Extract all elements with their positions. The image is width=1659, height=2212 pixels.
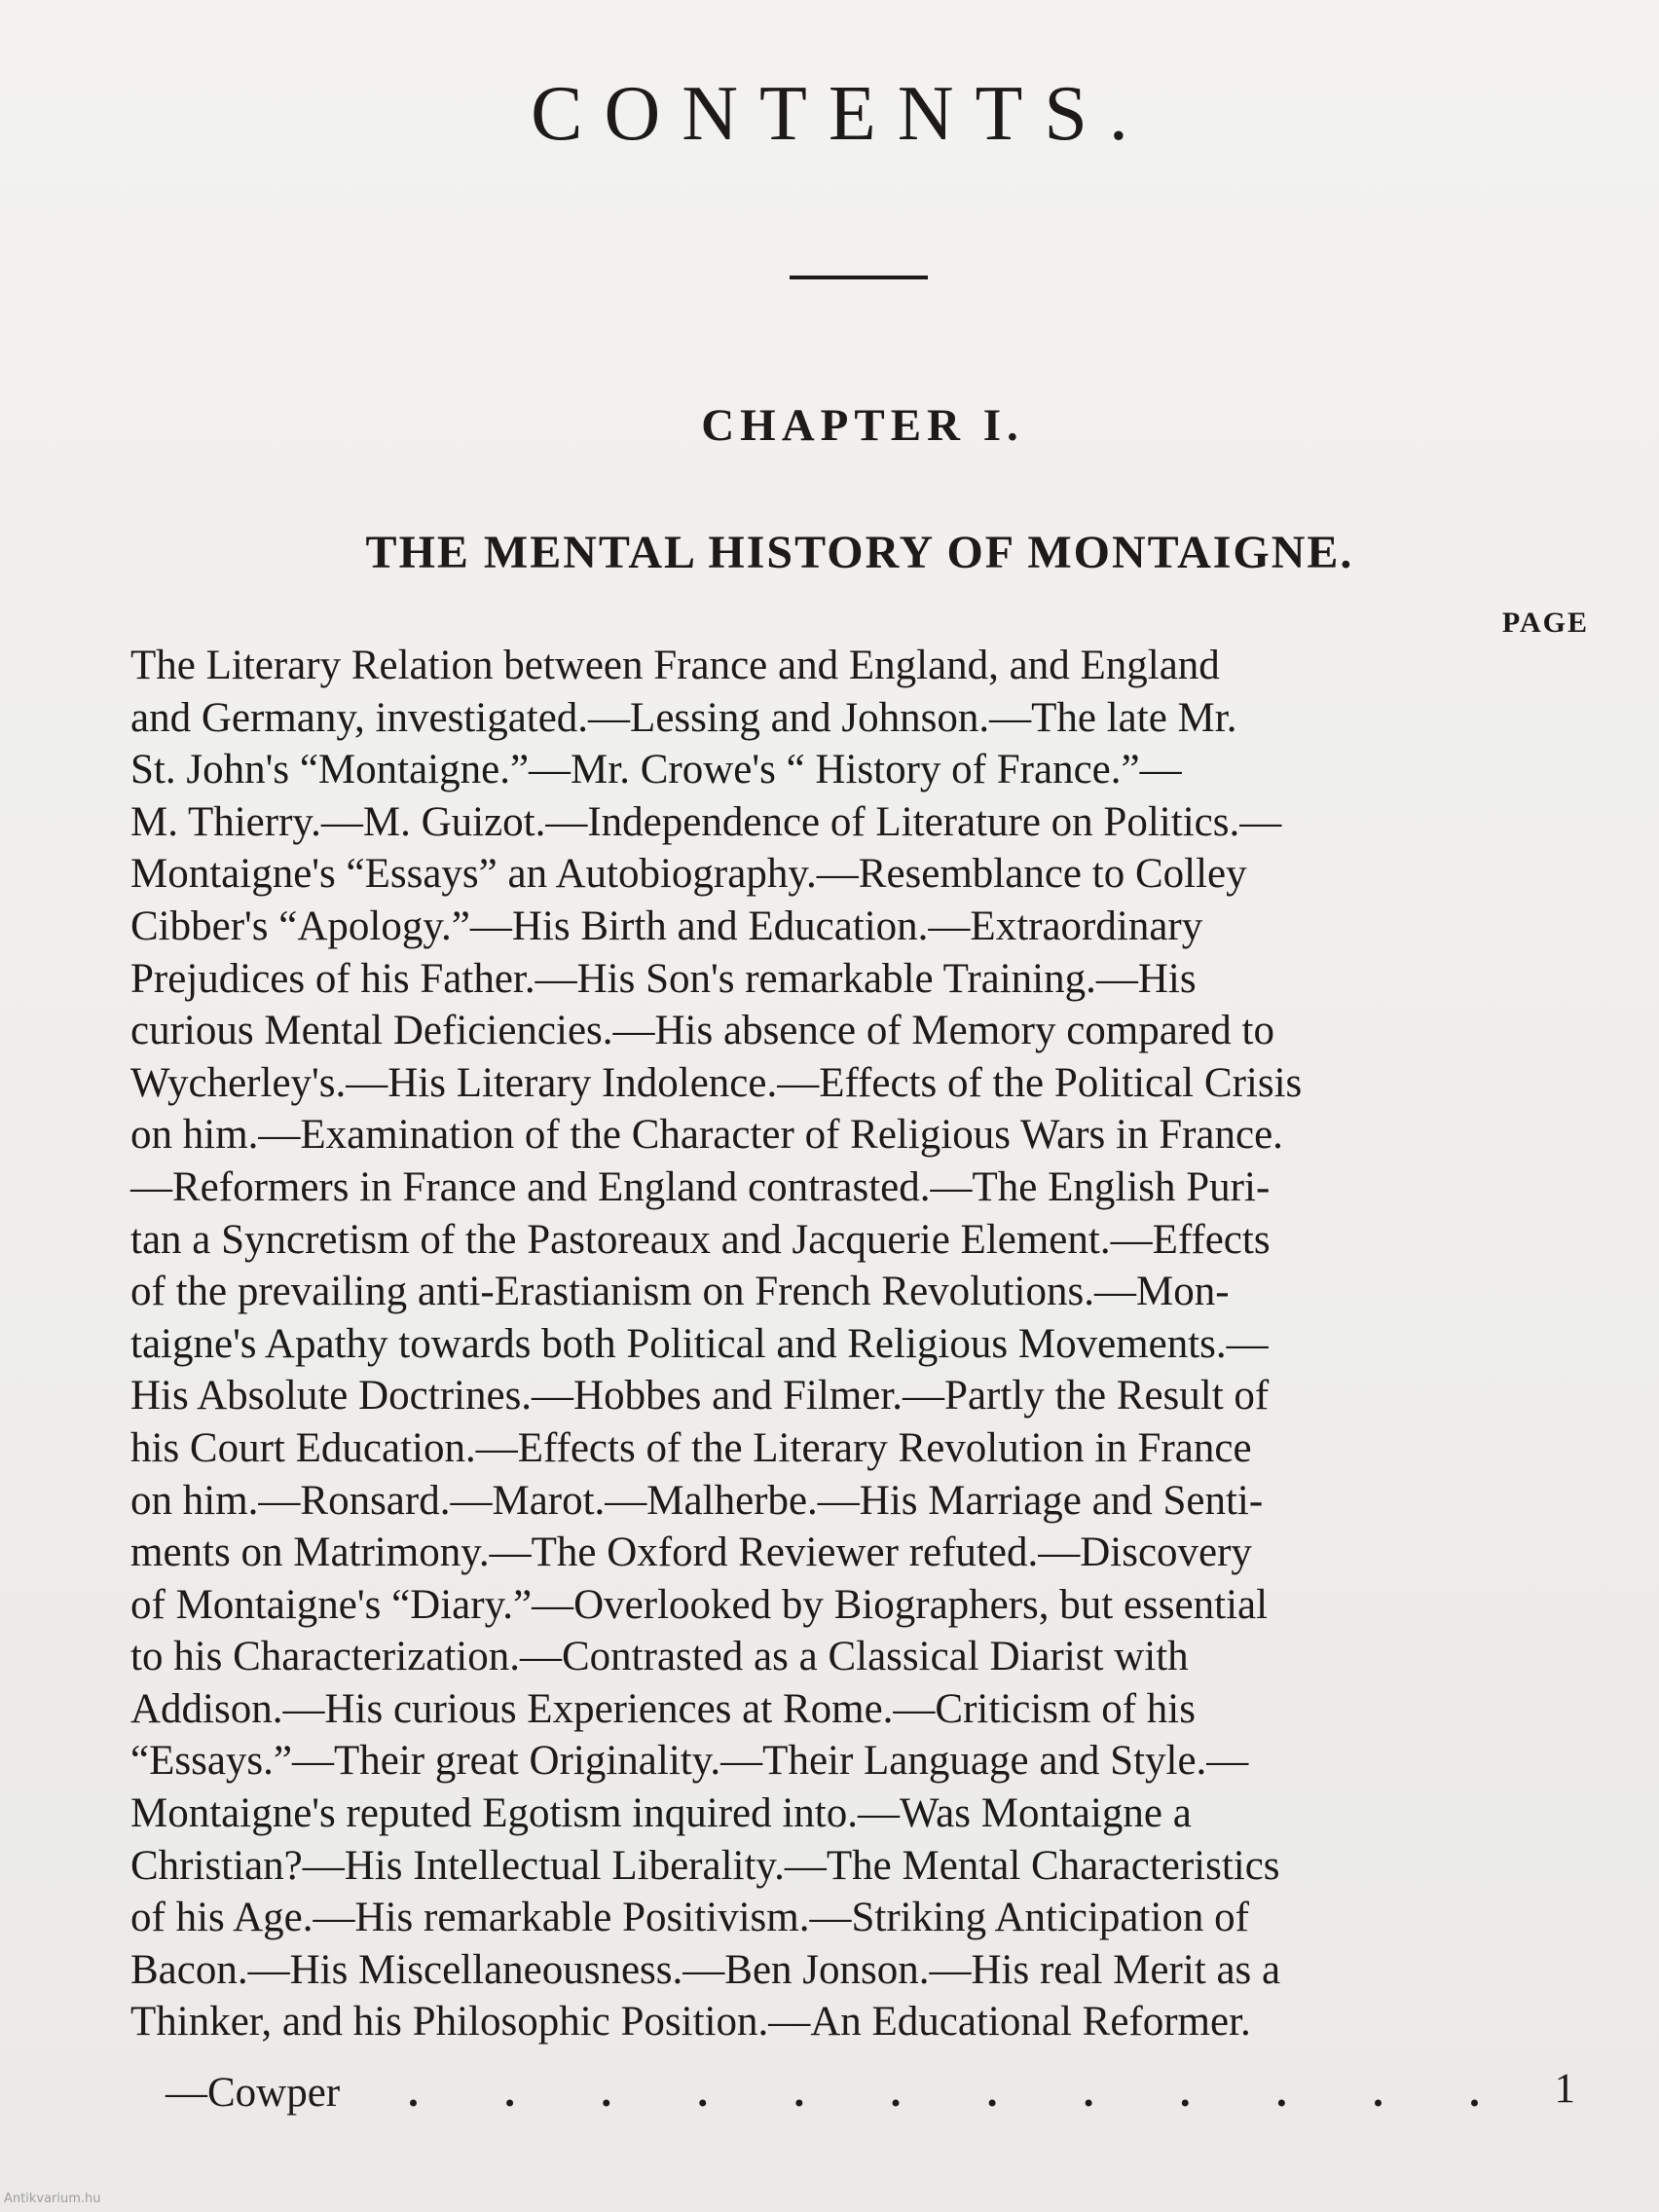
entry-line: His Absolute Doctrines.—Hobbes and Filmer.—Partly the Result of (130, 1373, 1270, 1419)
entry-line: taigne's Apathy towards both Political and Religious Movements.— (130, 1320, 1269, 1367)
dot-leader (340, 2064, 1495, 2122)
leader-dot: . (601, 2070, 612, 2116)
leader-dot: . (1469, 2070, 1480, 2116)
entry-line: his Court Education.—Effects of the Literary Revolution in France (130, 1424, 1252, 1471)
entry-line: Prejudices of his Father.—His Son's remarkable Training.—His (130, 955, 1197, 1002)
entry-line: Thinker, and his Philosophic Position.—An Educational Reformer. (130, 1999, 1251, 2046)
title-divider (790, 276, 928, 279)
chapter-title: THE MENTAL HISTORY OF MONTAIGNE. (365, 527, 1354, 578)
chapter-heading: CHAPTER I. (701, 400, 1024, 451)
chapter-summary (130, 640, 1495, 2048)
entry-line: Christian?—His Intellectual Liberality.—The Mental Characteristics (130, 1842, 1280, 1889)
leader-dot: . (1373, 2070, 1383, 2116)
entry-line: of his Age.—His remarkable Positivism.—Striking Anticipation of (130, 1895, 1249, 1941)
entry-line: on him.—Examination of the Character of Religious Wars in France. (130, 1112, 1283, 1159)
entry-line: —Reformers in France and England contrasted.—The English Puri- (130, 1163, 1271, 1210)
watermark: Antikvarium.hu (4, 2192, 101, 2206)
entry-line: of Montaigne's “Diary.”—Overlooked by Biographers, but essential (130, 1581, 1269, 1628)
entry-line: ments on Matrimony.—The Oxford Reviewer refuted.—Discovery (130, 1530, 1252, 1576)
leader-dot: . (890, 2070, 902, 2116)
entry-line: Cibber's “Apology.”—His Birth and Education.—Extraordinary (130, 903, 1203, 949)
entry-line: M. Thierry.—M. Guizot.—Independence of Literature on Politics.— (130, 798, 1282, 845)
entry-final-line (166, 2064, 1495, 2122)
leader-dot: . (697, 2070, 709, 2116)
entry-line: Bacon.—His Miscellaneousness.—Ben Jonson.—His real Merit as a (130, 1946, 1281, 1993)
entry-line: Wycherley's.—His Literary Indolence.—Effects of the Political Crisis (130, 1059, 1303, 1106)
leader-dot: . (1275, 2070, 1287, 2116)
entry-line: “Essays.”—Their great Originality.—Their Language and Style.— (130, 1738, 1249, 1785)
entry-page-number: 1 (1554, 2066, 1575, 2112)
leader-dot: . (986, 2070, 998, 2116)
entry-last-text: —Cowper (166, 2070, 341, 2116)
entry-line: Montaigne's “Essays” an Autobiography.—Resemblance to Colley (130, 851, 1247, 898)
leader-dot: . (1179, 2070, 1191, 2116)
leader-dot: . (1083, 2070, 1094, 2116)
leader-dot: . (793, 2070, 805, 2116)
page-column-label: PAGE (1501, 607, 1589, 639)
entry-line: of the prevailing anti-Erastianism on French Revolutions.—Mon- (130, 1269, 1230, 1315)
contents-title: CONTENTS. (531, 71, 1150, 157)
leader-dot: . (504, 2070, 515, 2116)
entry-line: Montaigne's reputed Egotism inquired into.—Was Montaigne a (130, 1790, 1192, 1837)
entry-line: on him.—Ronsard.—Marot.—Malherbe.—His Marriage and Senti- (130, 1477, 1264, 1524)
leader-dot: . (408, 2070, 419, 2116)
entry-line: St. John's “Montaigne.”—Mr. Crowe's “ History of France.”— (130, 747, 1182, 793)
entry-line: and Germany, investigated.—Lessing and Johnson.—The late Mr. (130, 694, 1237, 741)
entry-line: The Literary Relation between France and England, and England (130, 643, 1220, 688)
entry-line: tan a Syncretism of the Pastoreaux and Jacquerie Element.—Effects (130, 1216, 1271, 1263)
entry-line: curious Mental Deficiencies.—His absence of Memory compared to (130, 1008, 1274, 1054)
entry-line: Addison.—His curious Experiences at Rome.—Criticism of his (130, 1685, 1196, 1732)
entry-line: to his Characterization.—Contrasted as a Classical Diarist with (130, 1634, 1189, 1680)
